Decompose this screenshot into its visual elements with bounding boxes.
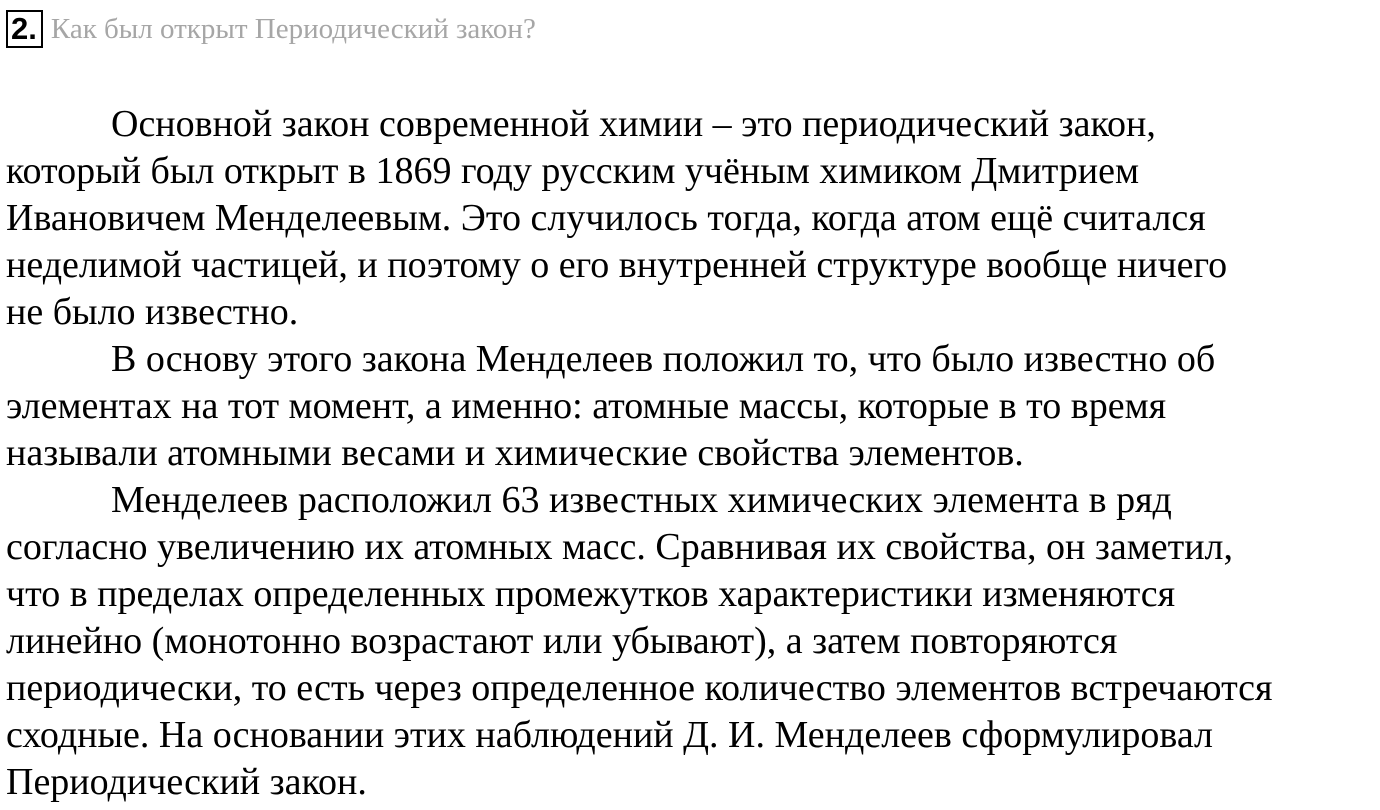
paragraph-line: линейно (монотонно возрастают или убывают), а затем повторяются <box>6 620 1118 662</box>
paragraph-line: элементах на тот момент, а именно: атомные массы, которые в то время <box>6 385 1167 427</box>
paragraph-line: который был открыт в 1869 году русским учёным химиком Дмитрием <box>6 150 1140 192</box>
paragraph-line: не было известно. <box>6 291 299 333</box>
answer-text <box>6 101 1378 806</box>
paragraph-line: сходные. На основании этих наблюдений Д. И. Менделеев сформулировал <box>6 714 1213 756</box>
paragraph-line: Периодический закон. <box>6 761 367 803</box>
paragraph-line: В основу этого закона Менделеев положил то, что было известно об <box>111 338 1216 380</box>
question-title: Как был открыт Периодический закон? <box>50 13 536 45</box>
paragraph-line: что в пределах определенных промежутков характеристики изменяются <box>6 573 1176 615</box>
question-header <box>6 9 536 49</box>
paragraph-line: называли атомными весами и химические свойства элементов. <box>6 432 1024 474</box>
paragraph-line: периодически, то есть через определенное количество элементов встречаются <box>6 667 1273 709</box>
paragraph-line: согласно увеличению их атомных масс. Сравнивая их свойства, он заметил, <box>6 526 1234 568</box>
question-number-box: 2. <box>6 10 43 48</box>
paragraph-line: Ивановичем Менделеевым. Это случилось тогда, когда атом ещё считался <box>6 197 1206 239</box>
paragraph-line: Основной закон современной химии – это периодический закон, <box>111 103 1156 145</box>
paragraph-line: Менделеев расположил 63 известных химических элемента в ряд <box>111 479 1172 521</box>
paragraph-line: неделимой частицей, и поэтому о его внутренней структуре вообще ничего <box>6 244 1228 286</box>
